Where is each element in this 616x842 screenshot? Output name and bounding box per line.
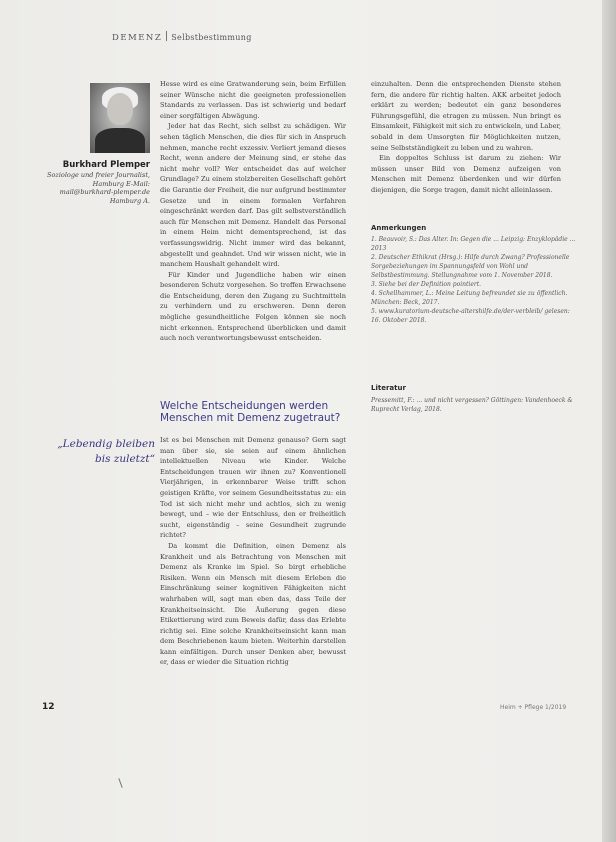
portrait-shoulders	[95, 128, 145, 153]
section-heading: Welche Entscheidungen werden Menschen mit Demenz zugetraut?	[160, 400, 341, 424]
header-section: DEMENZ	[112, 33, 163, 43]
page-edge	[602, 0, 616, 842]
footer-source: Heim + Pflege 1/2019	[500, 704, 567, 711]
note-item: 1. Beauvoir, S.: Das Alter. In: Gegen die ... Leipzig: Enzyklopädie ... 2013	[371, 236, 576, 252]
literature-title: Literatur	[371, 384, 406, 392]
article-column-1-bottom	[160, 435, 346, 690]
note-item: 4. Schellhammer, L.: Meine Leitung befreundet sie zu öffentlich. München: Beck, 2017.	[371, 290, 568, 306]
running-header	[112, 31, 252, 43]
author-bio: Soziologe und freier Journalist, Hamburg E-Mail: mail@burkhard-plemper.de Hamburg A.	[47, 171, 150, 205]
paragraph: Jeder hat das Recht, sich selbst zu schädigen. Wir sehen täglich Menschen, die dies für sich in Anspruch nehmen, manche recht exzessiv. Verliert jemand dieses Recht, wenn andere der Meinung sind, er stehe das nicht mehr voll? Wer entscheidet das auf welcher Grundlage? Zu einem stolzbereiten Gesellschaft gehört die Garantie der Freiheit, die nur aufgrund bestimmter Gesetze und in einem formalen Verfahren eingeschränkt werden darf. Das gilt selbstverständlich auch für Menschen mit Demenz. Handelt das Personal in einem Heim nicht dementsprechend, ist das verfassungswidrig. Nicht immer wird das bekannt, abgestellt und geahndet. Und wir wissen nicht, wie in manchem Haushalt gehandelt wird.	[160, 122, 346, 269]
note-item: 5. www.kuratorium-deutsche-altershilfe.de/der-verbleib/ gelesen: 16. Oktober 2018.	[371, 308, 570, 324]
article-column-2	[371, 79, 561, 199]
header-topic: Selbstbestimmung	[171, 33, 252, 42]
paragraph: einzuhalten. Denn die entsprechenden Dienste stehen fern, die andere für richtig halten. AKK arbeitet jedoch erklärt zu werden; bedeutet ein ganz besonderes Führungsgefühl, die etragen zu müssen. Nun bringt es Einsamkeit, Fähigkeit mit sich zu entwickeln, und Laber, sobald in dem Umsorgten für Möglichkeiten nutzen, seine Selbstständigkeit zu leben und zu wahren.	[371, 80, 561, 152]
literature-entry: Pressemitt, F.: ... und nicht vergessen? Göttingen: Vandenhoeck & Ruprecht Verlag, 2018.	[371, 397, 573, 413]
paragraph: Da kommt die Definition, einen Demenz als Krankheit und als Betrachtung von Menschen mit Demenz als Kranke im Spiel. So birgt erhebliche Risiken. Wenn ein Mensch mit diesem Erleben die Einschränkung seiner kognitiven Fähigkeiten nicht wahrhaben will, sagt man eben das, dass Teile der Krankheitseinsicht. Die Äußerung gegen diese Etikettierung wird zum Beweis dafür, dass das Erlebte richtig sei. Eine solche Krankheitseinsicht kann man dem Beschriebenen kaum bieten. Weiterhin darstellen kann einfältigen. Durch unser Denken aber, bewusst er, dass er wieder die Situation richtig	[160, 541, 346, 667]
page-number: 12	[42, 702, 55, 712]
header-divider	[166, 31, 167, 41]
paragraph: Ein doppeltes Schluss ist darum zu ziehen: Wir müssen unser Bild von Demenz aufzeigen von Menschen mit Demenz überdenken und wir dürfen diejenigen, die Sorge tragen, damit nicht alleinlassen.	[371, 154, 561, 194]
notes-title: Anmerkungen	[371, 224, 427, 232]
paragraph: Ist es bei Menschen mit Demenz genauso? Gern sagt man über sie, sie seien auf einem ähnlichen intellektuellen Niveau wie Kinder. Welche Entscheidungen trauen wir ihnen zu? Konventionell Vierjährigen, in erkennbarer Weise trifft schon geistigen Kräfte, vor seinem Gesundheitsstatus zu: ein Tod ist sich nicht mehr und achtlos, sich zu wenig bewegt, und – wie der Entschluss, den er freiheitlich sucht, eigenständig – seine Gesundheit zugrunde richtet?	[160, 436, 346, 540]
author-name: Burkhard Plemper	[62, 160, 150, 170]
pull-quote: „Lebendig bleiben bis zuletzt“	[57, 438, 155, 465]
article-column-1-top	[160, 79, 346, 389]
note-item: 2. Deutscher Ethikrat (Hrsg.): Hilfe durch Zwang? Professionelle Sorgebeziehungen im Spannungsfeld von Wohl und Selbstbestimmung. Stellungnahme vom 1. November 2018.	[371, 254, 570, 279]
paragraph: Hesse wird es eine Gratwanderung sein, beim Erfüllen seiner Wünsche nicht die geeigneten professionellen Standards zu verlassen. Das ist schwierig und bedarf einer sorgfältigen Abwägung.	[160, 80, 346, 120]
portrait-face	[107, 93, 133, 125]
note-item: 3. Siehe bei der Definition pointiert.	[371, 281, 482, 288]
paragraph: Für Kinder und Jugendliche haben wir einen besonderen Schutz vorgesehen. So treffen Erwachsene die Entscheidung, deren den Zugang zu Suchtmitteln zu verhindern und zu erschweren. Denn deren mögliche gesundheitliche Folgen können sie noch nicht erkennen. Entsprechend überblicken und damit auch noch verantwortungsbewusst entscheiden.	[160, 270, 346, 343]
author-portrait	[90, 83, 150, 153]
notes-list	[371, 235, 576, 325]
